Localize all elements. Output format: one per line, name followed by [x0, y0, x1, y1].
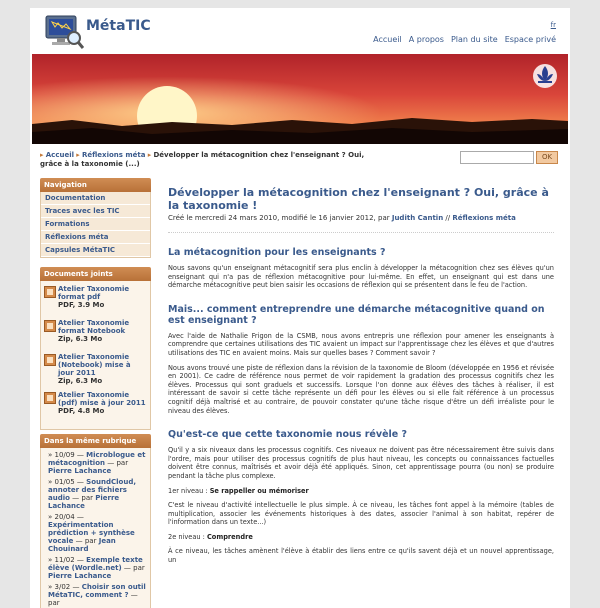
document-meta: Zip, 6.3 Mo — [58, 335, 103, 343]
list-item: » 11/02 — Exemple texte élève (Wordle.net) — par Pierre Lachance — [48, 556, 145, 580]
list-item: » 10/09 — Microblogue et métacognition — par Pierre Lachance — [48, 451, 146, 475]
paragraph: Nous savons qu'un enseignant métacognitif sera plus enclin à développer la métacognition chez ses élèves qu'un enseignant qui n'a pas de réflexion métacognitive pour lui-même. En effet, un enseignant qui est dans une démarche métacognitive peut bien saisir les occasions de réflexion qui se présentent dans le feu de l'action. — [168, 264, 554, 290]
item-date: 3/02 — [54, 583, 71, 591]
rubrique-list — [40, 448, 151, 608]
section-heading: Qu'est-ce que cette taxonomie nous révèle ? — [168, 429, 408, 441]
item-date: 20/04 — [54, 513, 75, 521]
document-icon — [44, 320, 56, 332]
breadcrumb-current: Développer la métacognition chez l'enseignant ? Oui, grâce à la taxonomie (...) — [40, 151, 365, 168]
paragraph: À ce niveau, les tâches amènent l'élève à établir des liens entre ce qu'ils savent déjà et un nouvel apprentissage, un — [168, 547, 554, 565]
item-by: par — [133, 564, 145, 572]
nav-espace-prive[interactable]: Espace privé — [504, 35, 556, 44]
level-name: Se rappeller ou mémoriser — [209, 486, 309, 495]
document-title[interactable]: Atelier Taxonomie (Notebook) mise à jour 2011 — [58, 353, 131, 377]
item-title[interactable]: Choisir son outil MétaTIC, comment ? — [48, 583, 146, 599]
search-button[interactable]: OK — [536, 151, 558, 164]
documents-title: Documents joints — [40, 267, 151, 281]
language-link[interactable]: fr — [550, 21, 556, 29]
fleur-de-lis-logo-icon — [533, 64, 557, 88]
document-item[interactable] — [44, 285, 147, 313]
item-author[interactable]: Pierre Lachance — [48, 494, 120, 510]
item-title[interactable]: Expérimentation prédiction + synthèse vocale — [48, 521, 135, 545]
list-item: » 01/05 — SoundCloud, annoter des fichiers audio — par Pierre Lachance — [48, 478, 136, 510]
article-meta-separator: // — [445, 214, 451, 222]
item-author[interactable]: Pierre Lachance — [48, 572, 112, 580]
item-date: 10/09 — [54, 451, 75, 459]
site-header — [30, 8, 570, 54]
divider — [168, 232, 554, 233]
document-item[interactable] — [44, 319, 147, 347]
top-navigation — [373, 35, 556, 44]
level-line — [168, 533, 554, 542]
section-heading: La métacognition pour les enseignants ? — [168, 247, 386, 258]
sidebar-item-traces[interactable]: Traces avec les TIC — [41, 205, 150, 218]
item-date: 11/02 — [54, 556, 75, 564]
document-meta: PDF, 3.9 Mo — [58, 301, 105, 309]
rubrique-title: Dans la même rubrique — [40, 434, 151, 448]
paragraph: Avec l'aide de Nathalie Frigon de la CSMB, nous avons entrepris une réflexion pour amener les enseignants à comprendre que certaines utilisations des TIC avaient un impact sur l'apprentissage chez les élèves et que d'autres utilisations des TIC en avaient moins. Mais sur quelles bases ? Comment savoir ? — [168, 331, 554, 357]
article-title: Développer la métacognition chez l'enseignant ? Oui, grâce à la taxonomie ! — [168, 186, 549, 212]
documents-list — [40, 281, 151, 430]
item-title[interactable]: SoundCloud, annoter des fichiers audio — [48, 478, 136, 502]
search-input[interactable] — [460, 151, 534, 164]
level-label: 2e niveau : — [168, 532, 205, 541]
article-meta-prefix: Créé le mercredi 24 mars 2010, modifié le 16 janvier 2012, par — [168, 214, 390, 222]
breadcrumb-arrow-icon: ▸ — [40, 151, 44, 159]
sidebar-item-capsules[interactable]: Capsules MétaTIC — [41, 244, 150, 257]
sunset-banner — [32, 54, 568, 144]
breadcrumb-home[interactable]: Accueil — [45, 151, 74, 159]
breadcrumb-section[interactable]: Réflexions méta — [81, 151, 146, 159]
list-item: » 20/04 — Expérimentation prédiction + synthèse vocale — par Jean Chouinard — [48, 513, 135, 553]
document-item[interactable] — [44, 391, 147, 419]
nav-a-propos[interactable]: A propos — [408, 35, 444, 44]
document-item[interactable] — [44, 353, 147, 385]
breadcrumb — [40, 151, 370, 169]
document-icon — [44, 286, 56, 298]
document-meta: Zip, 6.3 Mo — [58, 377, 103, 385]
paragraph: Qu'il y a six niveaux dans les processus cognitifs. Ces niveaux ne doivent pas être nécessairement être suivis dans l'ordre, mais pour utiliser des processus cognitifs de plus haut niveau, les concepts ou connaissances factuelles doivent être connus, maîtrisés et avoir déjà été appliqués. Sinon, cet apprentissage pourra (ou non) se produire pendant la tâche plus complexe. — [168, 446, 554, 480]
level-name: Comprendre — [206, 532, 253, 541]
nav-plan-du-site[interactable]: Plan du site — [450, 35, 498, 44]
item-author[interactable]: Pierre Lachance — [48, 467, 112, 475]
page — [30, 8, 570, 608]
level-label: 1er niveau : — [168, 486, 208, 495]
item-by: par — [48, 599, 60, 607]
document-icon — [44, 354, 56, 366]
item-author[interactable]: Jean Chouinard — [48, 537, 116, 553]
paragraph: Nous avons trouvé une piste de réflexion dans la révision de la taxonomie de Bloom (développée en 1956 et révisée en 2001). Ce cadre de référence nous permet de voir rapidement la gradation des processus cognitifs chez les élèves. Processus qui sont graduels et successifs. Lorsque l'on donne aux élèves des tâches à réaliser, il est intéressant de savoir si cette tâche représente un défi pour les élèves ou si elle fait référence à un processus cognitif déjà maîtrisé et au contraire, de pouvoir constater qu'une tâche risque d'être un défi irréaliste pour le niveau des élèves. — [168, 363, 554, 415]
document-title[interactable]: Atelier Taxonomie (pdf) mise à jour 2011 — [58, 391, 146, 407]
sidebar-item-documentation[interactable]: Documentation — [41, 192, 150, 205]
item-by: par — [84, 537, 97, 545]
article-meta — [168, 214, 554, 222]
sidebar — [40, 178, 151, 608]
site-title[interactable]: MétaTIC — [86, 18, 151, 34]
item-title[interactable]: Microblogue et métacognition — [48, 451, 146, 467]
article-section-link[interactable]: Réflexions méta — [452, 214, 516, 222]
level-line — [168, 487, 554, 496]
breadcrumb-arrow-icon: ▸ — [76, 151, 80, 159]
paragraph: C'est le niveau d'activité intellectuelle le plus simple. À ce niveau, les tâches font appel à la mémoire (tables de multiplication, associer les événements historiques à des dates, associer l'animal à son habitat, repérer de l'information dans un texte...) — [168, 501, 554, 527]
monitor-magnifier-logo-icon[interactable] — [44, 14, 84, 50]
navigation-title: Navigation — [40, 178, 151, 192]
sidebar-item-reflexions[interactable]: Réflexions méta — [41, 231, 150, 244]
article-author-link[interactable]: Judith Cantin — [391, 214, 444, 222]
item-title[interactable]: Exemple texte élève (Wordle.net) — [48, 556, 143, 572]
article — [168, 178, 554, 565]
item-by: par — [116, 459, 129, 467]
breadcrumb-arrow-icon: ▸ — [147, 151, 152, 159]
item-date: 01/05 — [54, 478, 75, 486]
document-title[interactable]: Atelier Taxonomie format pdf — [58, 285, 130, 301]
section-heading: Mais... comment entreprendre une démarche métacognitive quand on est enseignant ? — [168, 303, 545, 326]
sidebar-item-formations[interactable]: Formations — [41, 218, 150, 231]
breadcrumb-bar — [30, 148, 570, 172]
item-by: par — [81, 494, 94, 502]
nav-accueil[interactable]: Accueil — [373, 35, 402, 44]
document-icon — [44, 392, 56, 404]
list-item: » 3/02 — Choisir son outil MétaTIC, comment ? — par — [48, 583, 146, 607]
document-meta: PDF, 4.8 Mo — [58, 407, 105, 415]
document-title[interactable]: Atelier Taxonomie format Notebook — [58, 319, 130, 335]
navigation-list — [40, 192, 151, 258]
